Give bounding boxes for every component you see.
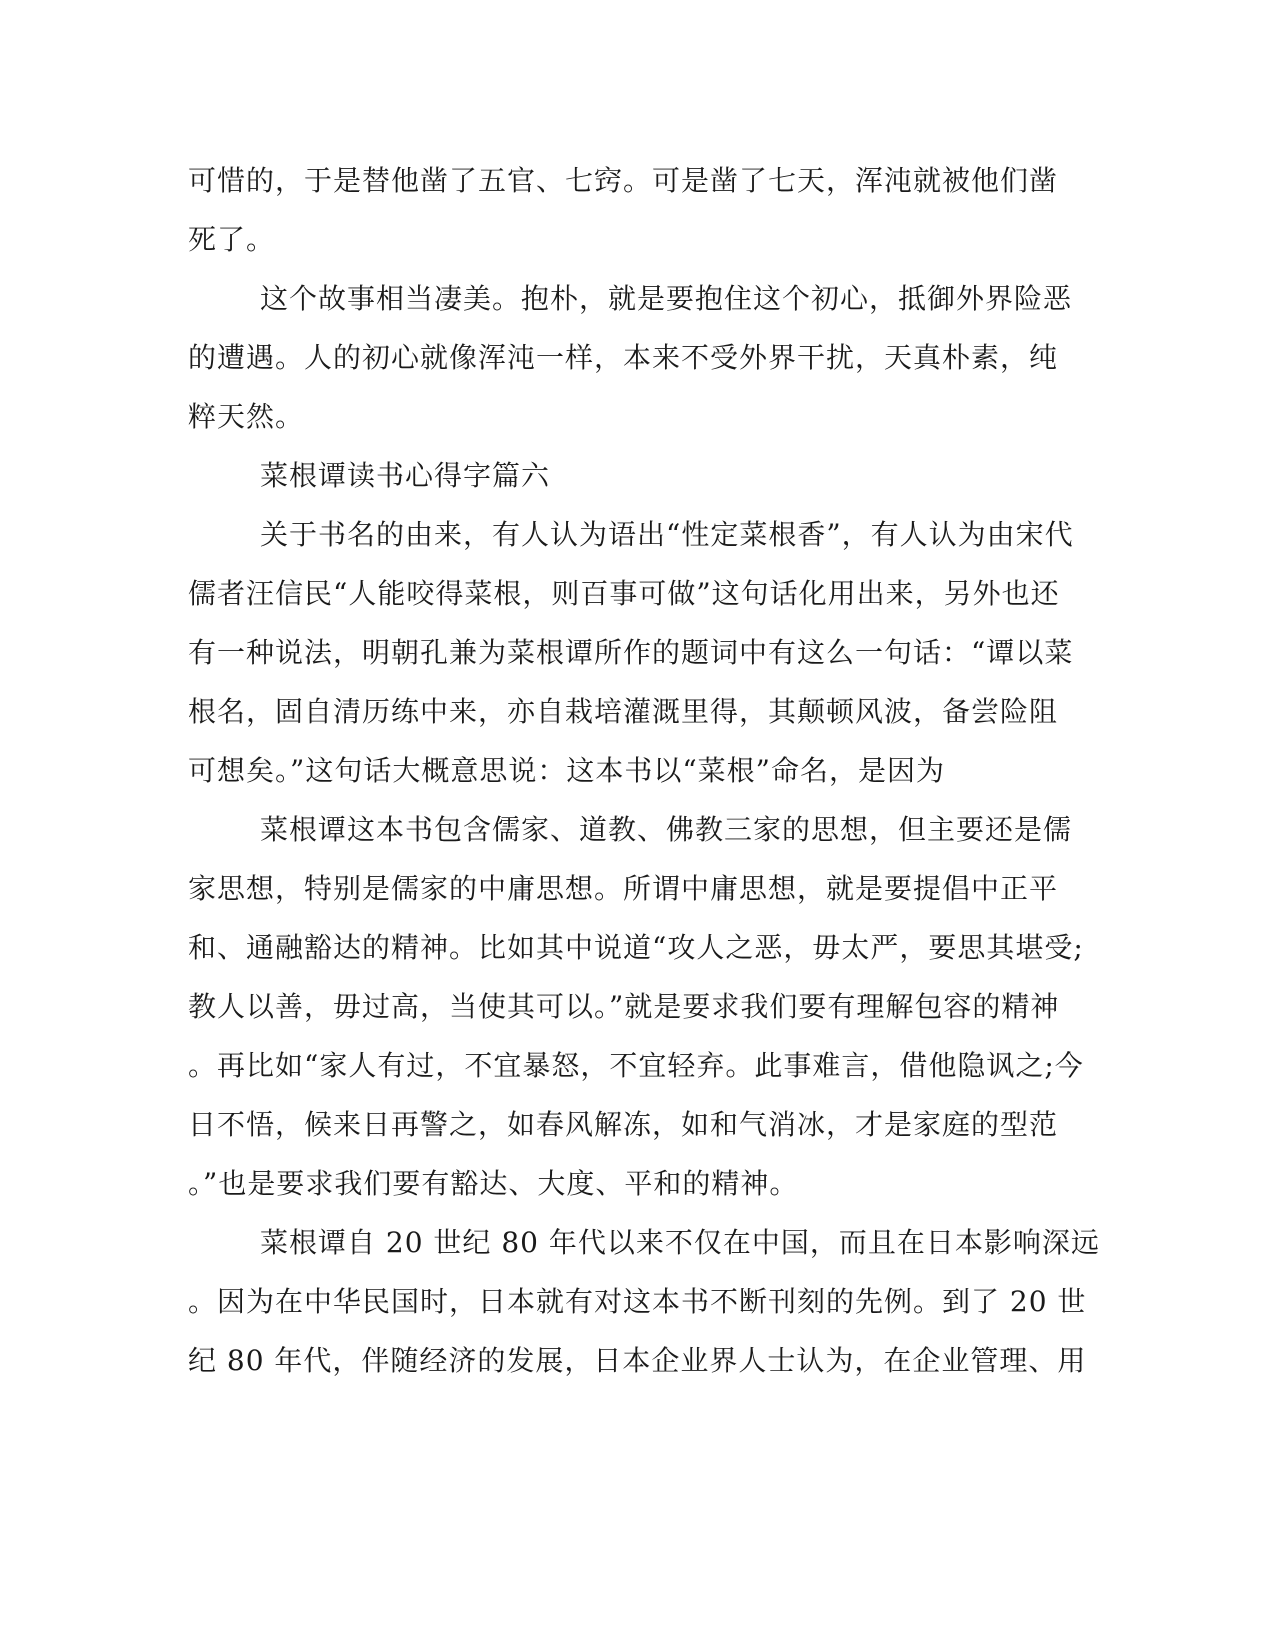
- paragraph-line: 菜根谭这本书包含儒家、道教、佛教三家的思想，但主要还是儒: [260, 813, 1073, 846]
- paragraph-line: 家思想，特别是儒家的中庸思想。所谓中庸思想，就是要提倡中正平: [188, 872, 1059, 905]
- section-heading: 菜根谭读书心得字篇六: [260, 459, 551, 492]
- paragraph-line: 和、通融豁达的精神。比如其中说道“攻人之恶，毋太严，要思其堪受;: [188, 931, 1084, 964]
- paragraph-line: 可惜的，于是替他凿了五官、七窍。可是凿了七天，浑沌就被他们凿: [188, 164, 1059, 197]
- paragraph-line: 可想矣。”这句话大概意思说：这本书以“菜根”命名，是因为: [188, 754, 945, 787]
- paragraph-line: 这个故事相当凄美。抱朴，就是要抱住这个初心，抵御外界险恶: [260, 282, 1073, 315]
- paragraph-line: 有一种说法，明朝孔兼为菜根谭所作的题词中有这么一句话：“谭以菜: [188, 636, 1074, 669]
- paragraph-line: 菜根谭自 20 世纪 80 年代以来不仅在中国，而且在日本影响深远: [260, 1226, 1100, 1259]
- paragraph-line: 死了。: [188, 223, 276, 256]
- paragraph-line: 。”也是要求我们要有豁达、大度、平和的精神。: [188, 1167, 799, 1200]
- paragraph-line: 。因为在中华民国时，日本就有对这本书不断刊刻的先例。到了 20 世: [188, 1285, 1087, 1318]
- paragraph-line: 儒者汪信民“人能咬得菜根，则百事可做”这句话化用出来，另外也还: [188, 577, 1060, 610]
- paragraph-line: 粹天然。: [188, 400, 305, 433]
- paragraph-line: 教人以善，毋过高，当使其可以。”就是要求我们要有理解包容的精神: [188, 990, 1060, 1023]
- paragraph-line: 关于书名的由来，有人认为语出“性定菜根香”，有人认为由宋代: [260, 518, 1074, 551]
- paragraph-line: 。再比如“家人有过，不宜暴怒，不宜轻弃。此事难言，借他隐讽之;今: [188, 1049, 1084, 1082]
- paragraph-line: 根名，固自清历练中来，亦自栽培灌溉里得，其颠顿风波，备尝险阻: [188, 695, 1059, 728]
- paragraph-line: 的遭遇。人的初心就像浑沌一样，本来不受外界干扰，天真朴素，纯: [188, 341, 1059, 374]
- paragraph-line: 纪 80 年代，伴随经济的发展，日本企业界人士认为，在企业管理、用: [188, 1344, 1087, 1377]
- paragraph-line: 日不悟，候来日再警之，如春风解冻，如和气消冰，才是家庭的型范: [188, 1108, 1059, 1141]
